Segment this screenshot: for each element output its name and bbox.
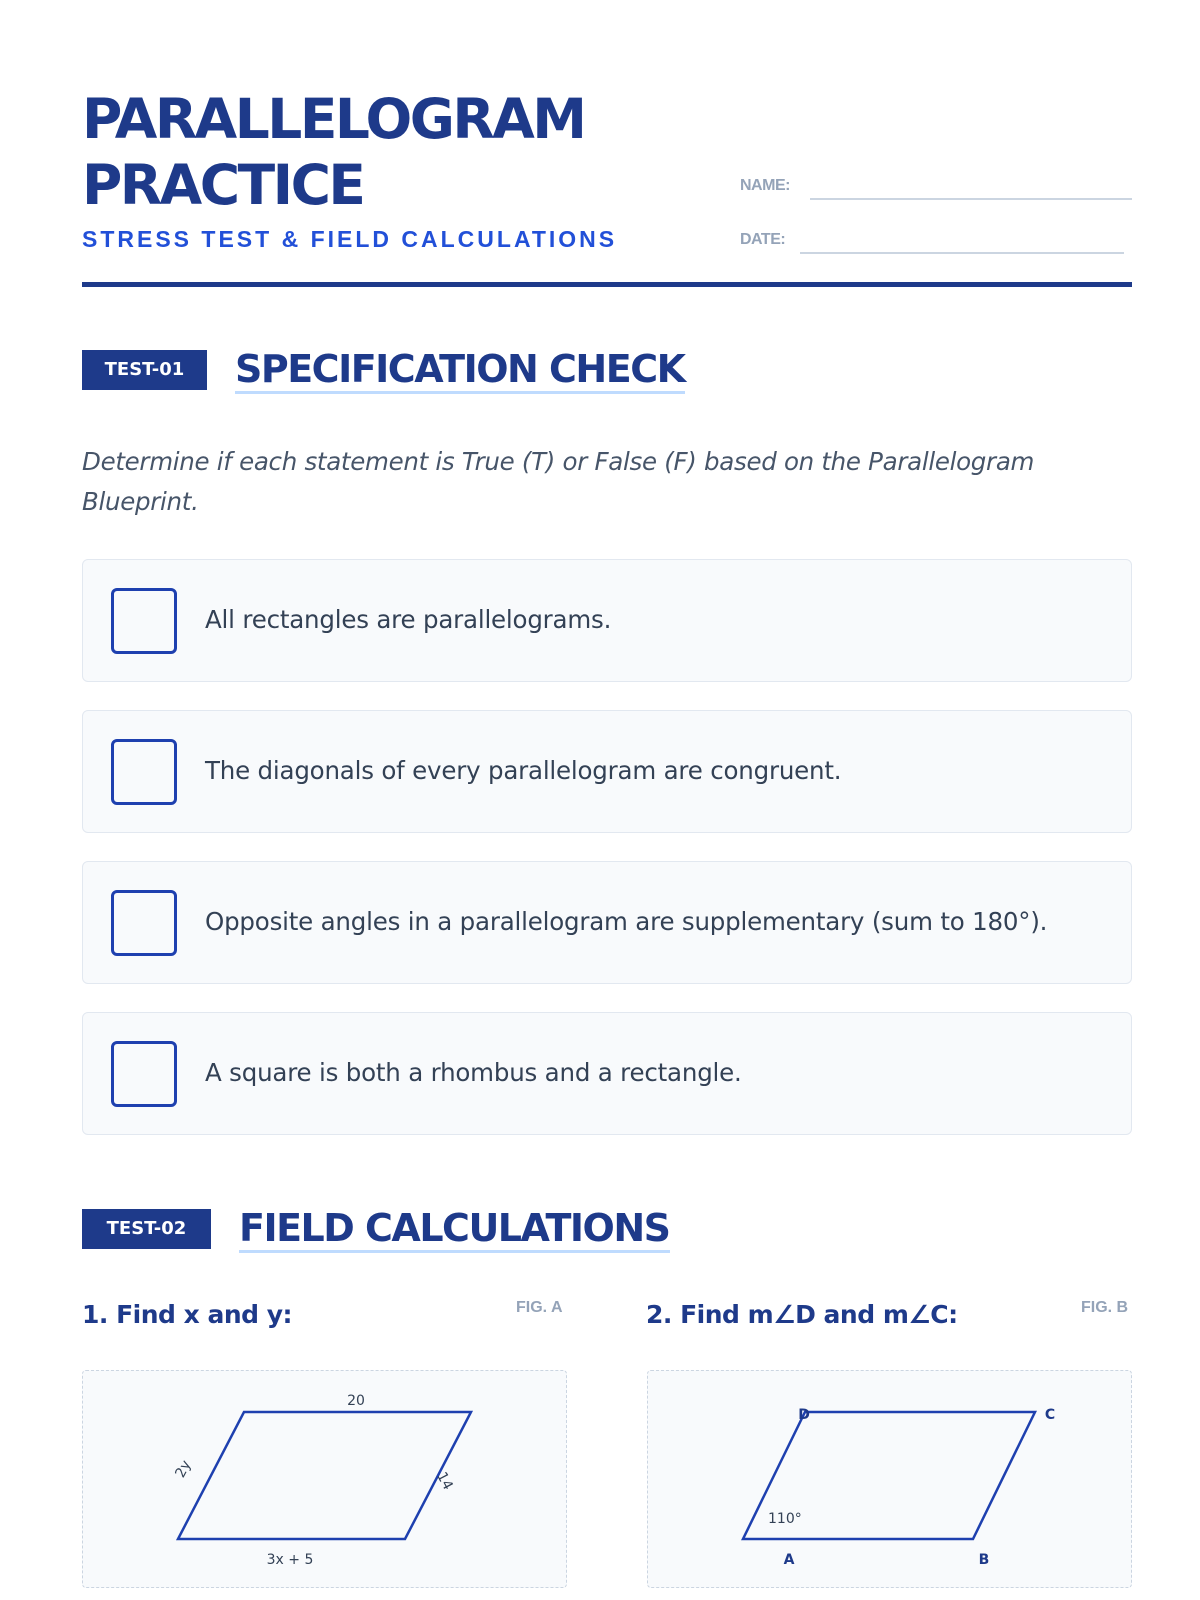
label-left-side: 2y (172, 1457, 195, 1481)
statement-card-3 (82, 861, 1132, 984)
statement-text-1: All rectangles are parallelograms. (205, 605, 612, 634)
answer-box-3[interactable] (111, 890, 177, 956)
angle-a-label: 110° (768, 1511, 802, 1527)
vertex-b-label: B (978, 1552, 990, 1568)
date-field[interactable] (800, 252, 1124, 254)
figure-b-panel (647, 1370, 1132, 1588)
statement-card-1 (82, 559, 1132, 682)
label-bottom-side: 3x + 5 (266, 1552, 314, 1568)
worksheet-subtitle: STRESS TEST & FIELD CALCULATIONS (82, 226, 618, 252)
label-top-side: 20 (347, 1393, 365, 1409)
statement-card-2 (82, 710, 1132, 833)
title-line-2: PRACTICE (82, 153, 364, 217)
statement-card-4 (82, 1012, 1132, 1135)
problem-2-title: 2. Find m∠D and m∠C: (646, 1300, 958, 1329)
test-02-badge: TEST-02 (82, 1209, 211, 1249)
header-divider (82, 282, 1132, 287)
field-calculations-heading: FIELD CALCULATIONS (239, 1206, 670, 1253)
parallelogram-a-shape (178, 1412, 471, 1539)
fig-a-label: FIG. A (516, 1299, 563, 1316)
name-label: NAME: (740, 177, 790, 194)
parallelogram-a-diagram (83, 1371, 568, 1589)
title-line-1: PARALLELOGRAM (82, 87, 585, 151)
answer-box-1[interactable] (111, 588, 177, 654)
statement-text-4: A square is both a rhombus and a rectangle. (205, 1058, 742, 1087)
label-right-side: 14 (433, 1469, 456, 1493)
instructions-text: Determine if each statement is True (T) or False (F) based on the Parallelogram Blueprint. (82, 447, 1035, 516)
fig-b-label: FIG. B (1081, 1299, 1129, 1316)
specification-check-heading: SPECIFICATION CHECK (235, 347, 685, 394)
vertex-a-label: A (783, 1552, 795, 1568)
test-01-badge: TEST-01 (82, 350, 207, 390)
parallelogram-b-diagram (648, 1371, 1133, 1589)
answer-box-2[interactable] (111, 739, 177, 805)
name-field[interactable] (810, 198, 1132, 200)
vertex-d-label: D (798, 1407, 810, 1423)
date-label: DATE: (740, 231, 786, 248)
answer-box-4[interactable] (111, 1041, 177, 1107)
problem-1-title: 1. Find x and y: (82, 1300, 293, 1329)
statement-text-2: The diagonals of every parallelogram are congruent. (205, 756, 842, 785)
worksheet-title (82, 86, 585, 218)
statement-text-3: Opposite angles in a parallelogram are supplementary (sum to 180°). (205, 907, 1048, 936)
vertex-c-label: C (1044, 1407, 1056, 1423)
figure-a-panel (82, 1370, 567, 1588)
